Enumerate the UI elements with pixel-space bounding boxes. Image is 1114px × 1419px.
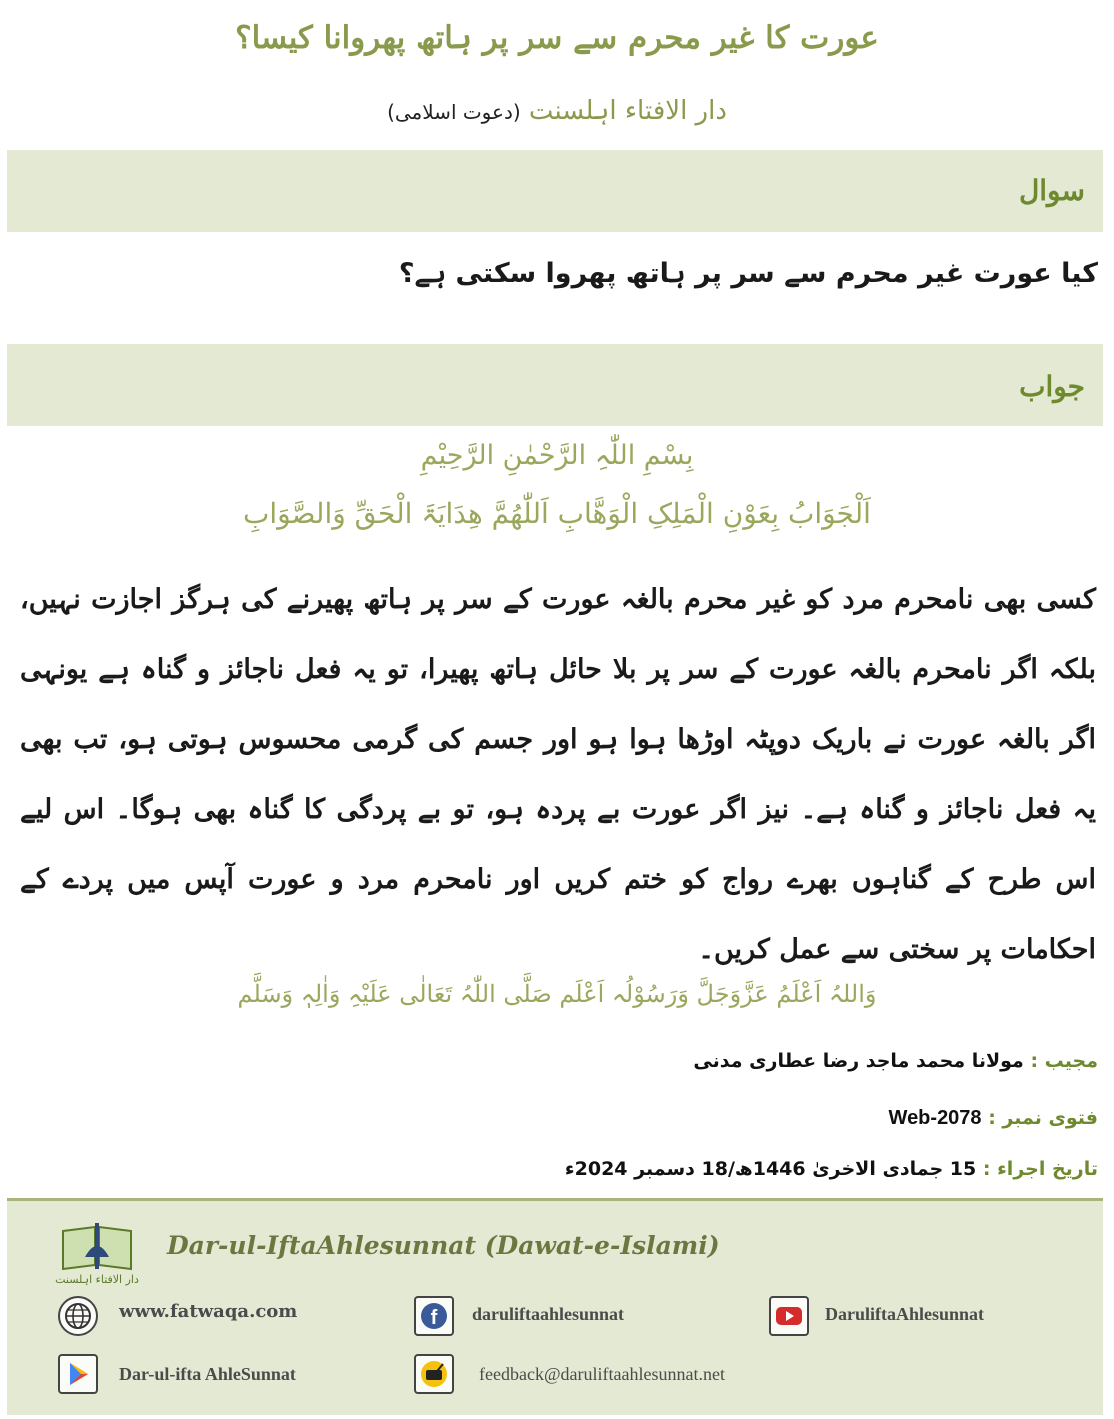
fatwa-value: Web-2078 xyxy=(888,1107,982,1129)
svg-text:f: f xyxy=(430,1307,438,1329)
bismillah: بِسْمِ اللّٰہِ الرَّحْمٰنِ الرَّحِیْمِ xyxy=(420,440,694,471)
mujib-value: مولانا محمد ماجد رضا عطاری مدنی xyxy=(693,1050,1024,1072)
logo-text: دار الافتاء اہلسنت xyxy=(55,1273,139,1286)
fatwa-number-line xyxy=(889,1107,1098,1130)
page-title: عورت کا غیر محرم سے سر پر ہاتھ پھروانا کیسا؟ xyxy=(235,20,879,56)
feedback-icon xyxy=(414,1354,454,1394)
mujib-label: مجیب : xyxy=(1030,1050,1098,1072)
answer-closing: وَاللہُ اَعْلَمُ عَزَّوَجَلَّ وَرَسُوْلُہ اَعْلَم صَلَّی اللّٰہُ تَعَالٰی عَلَیْہِ وَاٰلِہٖ وَسَلَّم xyxy=(237,980,877,1008)
play-store-link[interactable]: Dar-ul-ifta AhleSunnat xyxy=(119,1364,296,1384)
question-header-band xyxy=(7,150,1103,232)
brand-name: Dar-ul-IftaAhlesunnat (Dawat-e-Islami) xyxy=(167,1231,720,1260)
answer-opening: اَلْجَوَابُ بِعَوْنِ الْمَلِکِ الْوَھَّابِ اَللّٰھُمَّ ھِدَایَۃَ الْحَقِّ وَالصَّوَابِ xyxy=(243,497,871,530)
youtube-icon xyxy=(769,1296,809,1336)
feedback-email-link[interactable]: feedback@daruliftaahlesunnat.net xyxy=(479,1364,725,1384)
subtitle-main: دار الافتاء اہلسنت xyxy=(528,96,727,126)
website-link[interactable]: www.fatwaqa.com xyxy=(119,1301,298,1322)
subtitle-paren: (دعوت اسلامی) xyxy=(387,100,521,124)
answer-header-band xyxy=(7,344,1103,426)
answer-body: کسی بھی نامحرم مرد کو غیر محرم بالغہ عورت کے سر پر ہاتھ پھیرنے کی ہرگز اجازت نہیں، بلکہ اگر نامحرم بالغہ عورت کے سر پر بلا حائل ہاتھ پھیرا، تو یہ فعل ناجائز و گناہ ہے یونہی اگر بالغہ عورت نے باریک دوپٹہ اوڑھا ہوا ہو اور جسم کی گرمی محسوس ہوتی ہو، تب بھی یہ فعل ناجائز و گناہ ہے۔ نیز اگر عورت بے پردہ ہو، تو بے پردگی کا گناہ بھی ہوگا۔ اس لیے اس طرح کے گناہوں بھرے رواج کو ختم کریں اور نامحرم مرد و عورت آپس میں پردے کے احکامات پر سختی سے عمل کریں۔ xyxy=(20,584,1096,965)
youtube-link[interactable]: DaruliftaAhlesunnat xyxy=(825,1304,985,1324)
date-label: تاریخ اجراء : xyxy=(982,1158,1098,1180)
facebook-link[interactable]: daruliftaahlesunnat xyxy=(472,1304,625,1324)
question-label: سوال xyxy=(1018,174,1085,207)
fatwa-label: فتوی نمبر : xyxy=(988,1107,1098,1129)
dar-ul-ifta-logo xyxy=(51,1217,143,1295)
mujib-line xyxy=(693,1050,1098,1072)
answer-label: جواب xyxy=(1019,370,1085,403)
facebook-icon xyxy=(414,1296,454,1336)
page-subtitle xyxy=(0,96,1114,126)
question-text: کیا عورت غیر محرم سے سر پر ہاتھ پھروا سکتی ہے؟ xyxy=(398,258,1098,289)
date-value: 15 جمادی الاخریٰ 1446ھ/18 دسمبر 2024ء xyxy=(564,1158,977,1180)
footer xyxy=(7,1198,1103,1415)
issue-date-line xyxy=(565,1158,1098,1180)
play-store-icon xyxy=(58,1354,98,1394)
globe-icon xyxy=(58,1296,98,1336)
